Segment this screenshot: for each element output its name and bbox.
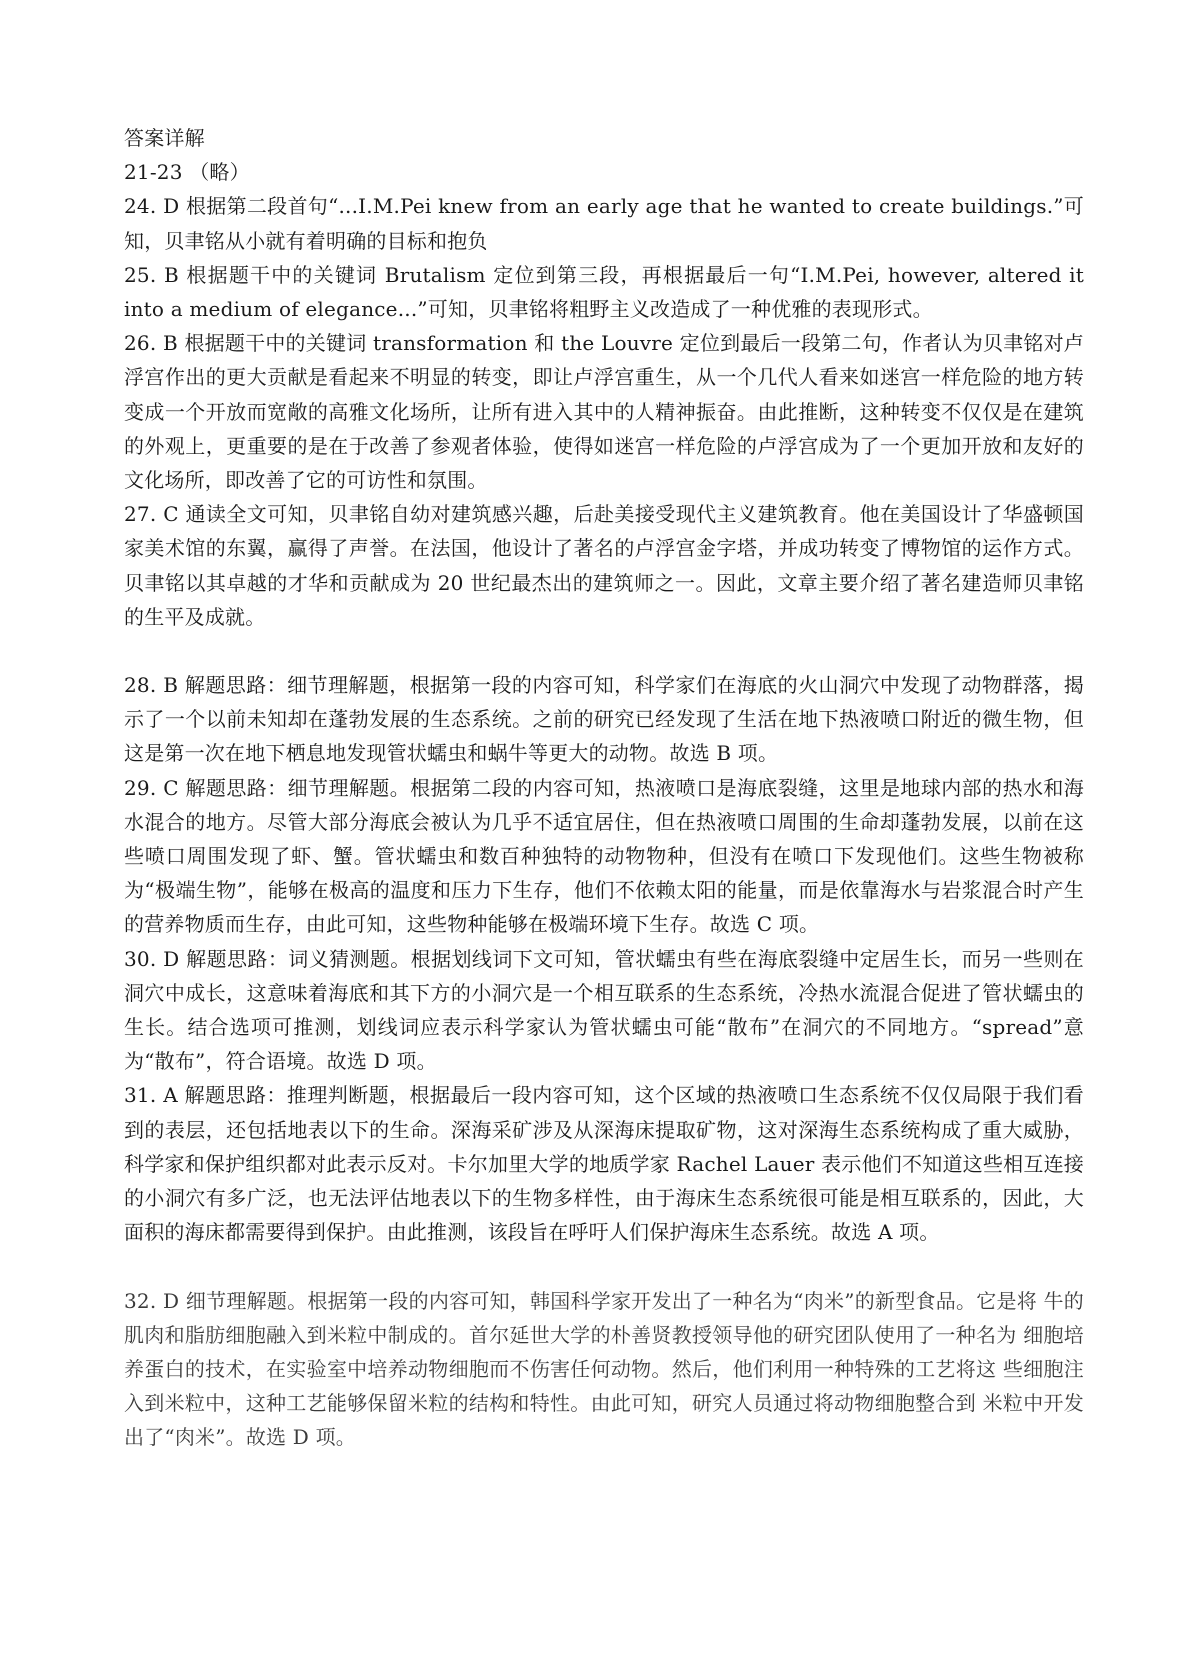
section-gap (124, 634, 1084, 668)
answer-group-28-31 (124, 668, 1084, 1249)
answer-29: 29. C 解题思路：细节理解题。根据第二段的内容可知，热液喷口是海底裂缝，这里是地球内部的热水和海水混合的地方。尽管大部分海底会被认为几乎不适宜居住，但在热液喷口周围的生命却蓬勃发展，以前在这些喷口周围发现了虾、蟹。管状蠕虫和数百种独特的动物物种，但没有在喷口下发现他们。这些生物被称为“极端生物”，能够在极高的温度和压力下生存，他们不依赖太阳的能量，而是依靠海水与岩浆混合时产生的营养物质而生存，由此可知，这些物种能够在极端环境下生存。故选 C 项。 (124, 775, 1084, 937)
answer-21-23: 21-23 （略） (124, 160, 250, 185)
answer-25: 25. B 根据题干中的关键词 Brutalism 定位到第三段，再根据最后一句“I.M.Pei, however, altered it into a medium of elegance...”可知，贝聿铭将粗野主义改造成了一种优雅的表现形式。 (124, 262, 1084, 322)
heading-block (124, 121, 1084, 155)
answer-30: 30. D 解题思路：词义猜测题。根据划线词下文可知，管状蠕虫有些在海底裂缝中定居生长，而另一些则在洞穴中成长，这意味着海底和其下方的小洞穴是一个相互联系的生态系统，冷热水流混合促进了管状蠕虫的生长。结合选项可推测，划线词应表示科学家认为管状蠕虫可能“散布”在洞穴的不同地方。“spread”意为“散布”，符合语境。故选 D 项。 (124, 946, 1084, 1074)
answer-27: 27. C 通读全文可知，贝聿铭自幼对建筑感兴趣，后赴美接受现代主义建筑教育。他在美国设计了华盛顿国家美术馆的东翼，赢得了声誉。在法国，他设计了著名的卢浮宫金字塔，并成功转变了博物馆的运作方式。贝聿铭以其卓越的才华和贡献成为 20 世纪最杰出的建筑师之一。因此，文章主要介绍了著名建造师贝聿铭的生平及成就。 (124, 502, 1084, 629)
answer-explanations (124, 121, 1084, 1455)
answer-28: 28. B 解题思路：细节理解题，根据第一段的内容可知，科学家们在海底的火山洞穴中发现了动物群落，揭示了一个以前未知却在蓬勃发展的生态系统。之前的研究已经发现了生活在地下热液喷口附近的微生物，但这是第一次在地下栖息地发现管状蠕虫和蜗牛等更大的动物。故选 B 项。 (124, 673, 1084, 766)
answer-26: 26. B 根据题干中的关键词 transformation 和 the Louvre 定位到最后一段第二句，作者认为贝聿铭对卢浮宫作出的更大贡献是看起来不明显的转变，即让卢浮宫重生，从一个几代人看来如迷宫一样危险的地方转变成一个开放而宽敞的高雅文化场所，让所有进入其中的人精神振奋。由此推断，这种转变不仅仅是在建筑的外观上，更重要的是在于改善了参观者体验，使得如迷宫一样危险的卢浮宫成为了一个更加开放和友好的文化场所，即改善了它的可访性和氛围。 (124, 331, 1084, 493)
answer-group-21-27 (124, 155, 1084, 634)
page-heading: 答案详解 (124, 126, 205, 150)
answer-group-32 (124, 1284, 1084, 1455)
answer-31: 31. A 解题思路：推理判断题，根据最后一段内容可知，这个区域的热液喷口生态系统不仅仅局限于我们看到的表层，还包括地表以下的生命。深海采矿涉及从深海床提取矿物，这对深海生态系统构成了重大威胁，科学家和保护组织都对此表示反对。卡尔加里大学的地质学家 Rachel Lauer 表示他们不知道这些相互连接的小洞穴有多广泛，也无法评估地表以下的生物多样性，由于海床生态系统很可能是相互联系的，因此，大面积的海床都需要得到保护。由此推测，该段旨在呼吁人们保护海床生态系统。故选 A 项。 (124, 1083, 1084, 1245)
section-gap (124, 1250, 1084, 1284)
answer-24: 24. D 根据第二段首句“...I.M.Pei knew from an early age that he wanted to create buildings.”可知，贝聿铭从小就有着明确的目标和抱负 (124, 194, 1084, 253)
answer-32: 32. D 细节理解题。根据第一段的内容可知，韩国科学家开发出了一种名为“肉米”的新型食品。它是将 牛的肌肉和脂肪细胞融入到米粒中制成的。首尔延世大学的朴善贤教授领导他的研究团队使用了一种名为 细胞培养蛋白的技术，在实验室中培养动物细胞而不伤害任何动物。然后，他们利用一种特殊的工艺将这 些细胞注入到米粒中，这种工艺能够保留米粒的结构和特性。由此可知，研究人员通过将动物细胞整合到 米粒中开发出了“肉米”。故选 D 项。 (124, 1288, 1084, 1450)
